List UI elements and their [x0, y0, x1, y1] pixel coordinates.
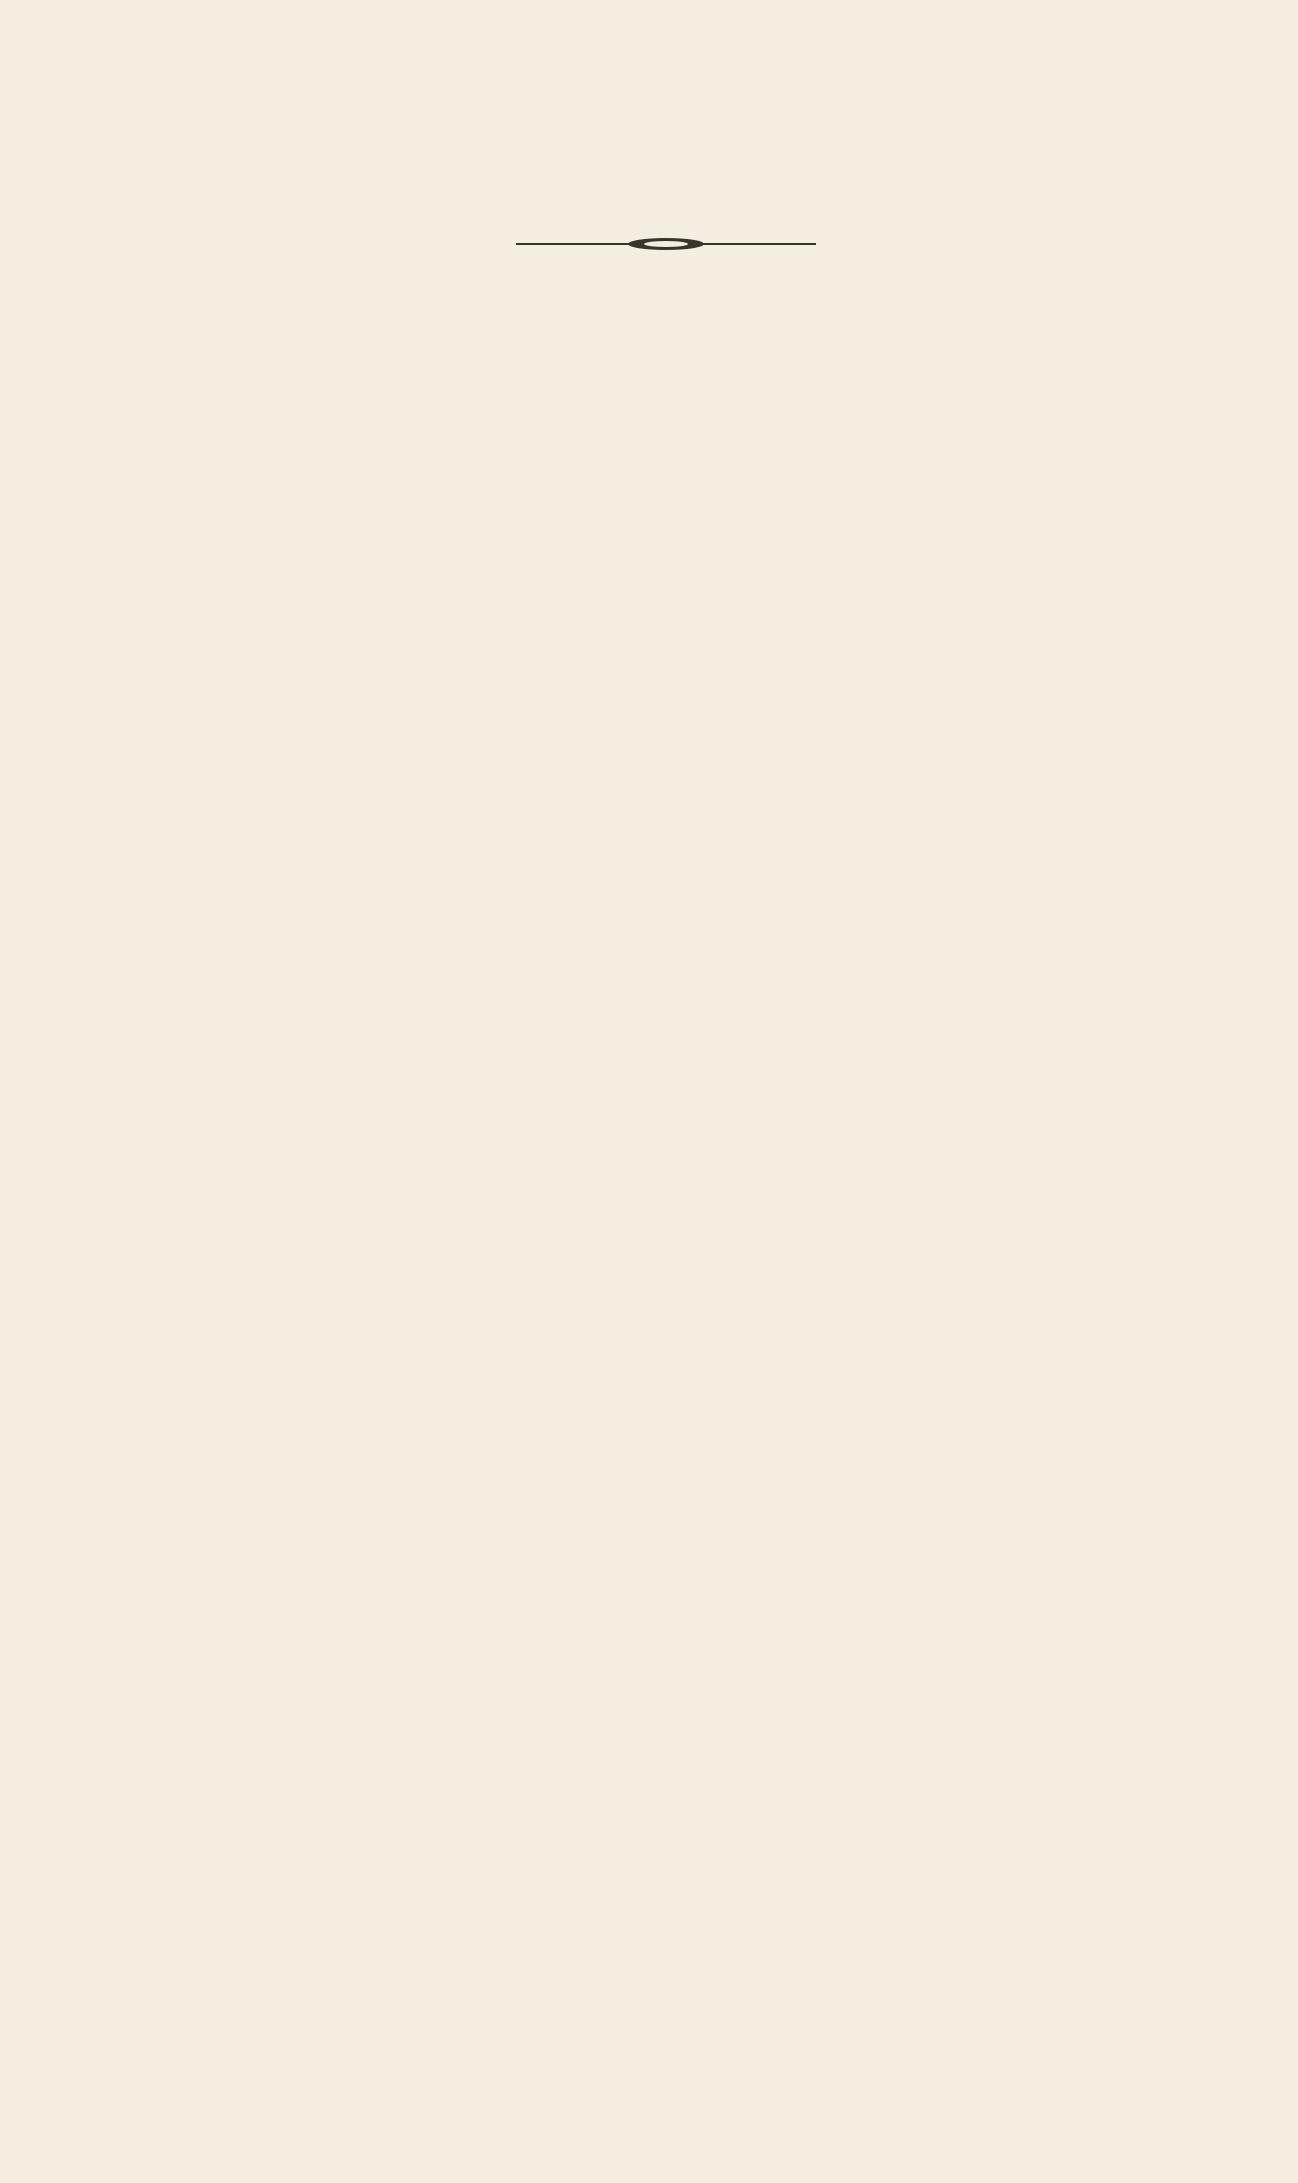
- end-ornament: [516, 234, 816, 254]
- page-number: [96, 78, 1244, 134]
- column-header-pages: [88, 134, 1244, 178]
